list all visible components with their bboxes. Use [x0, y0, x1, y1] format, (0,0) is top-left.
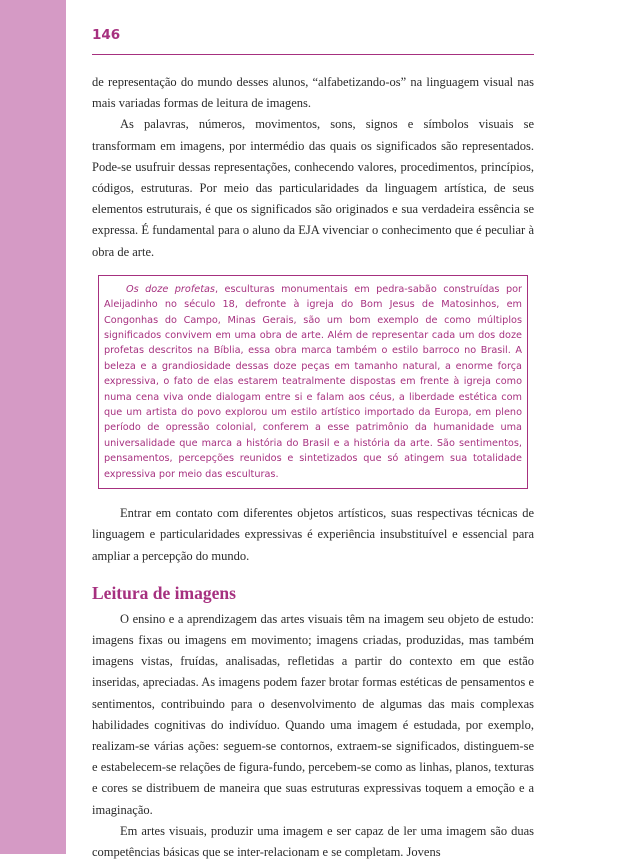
page-number: 146 — [92, 27, 121, 43]
paragraph-body: As palavras, números, movimentos, sons, signos e símbolos visuais se transformam em imagens, por intermédio das quais os significados são representados. Pode-se usufruir dessas representações, conhecendo valores, procedimentos, princípios, códigos, estruturas. Por meio das particularidades da linguagem artística, de seus elementos estruturais, é que os significados são originados e sua verdadeira essência se expressa. É fundamental para o aluno da EJA vivenciar o conhecimento que é peculiar à obra de arte. — [92, 117, 534, 259]
left-margin-band — [0, 0, 66, 854]
highlight-box — [98, 275, 528, 489]
highlight-box-body: , esculturas monumentais em pedra-sabão construídas por Aleijadinho no século 18, defronte à igreja do Bom Jesus de Matosinhos, em Congonhas do Campo, Minas Gerais, são um bom exemplo de como múltiplos significados convivem em uma obra de arte. Além de representar cada um dos doze profetas descritos na Bíblia, essa obra marca também o estilo barroco no Brasil. A beleza e a grandiosidade dessas doze peças em tamanho natural, a enorme força expressiva, o fato de elas estarem teatralmente dispostas em frente à igreja como numa cena viva onde dialogam entre si e falam aos céus, a liberdade estética com que um artista do povo explorou um estilo artístico importado da Europa, em pleno período de opressão colonial, conferem a esse patrimônio da humanidade uma universalidade que marca a história do Brasil e a história da arte. São sentimentos, pensamentos, percepções reunidos e sintetizados que só atingem sua totalidade expressiva por meio das esculturas. — [104, 283, 523, 480]
highlight-box-text — [104, 282, 522, 482]
section-heading: Leitura de imagens — [92, 582, 236, 603]
paragraph-after-box: Entrar em contato com diferentes objetos artísticos, suas respectivas técnicas de linguagem e particularidades expressivas é experiência insubstituível e essencial para ampliar a percepção do mundo. — [92, 506, 534, 563]
paragraph-continuation: de representação do mundo desses alunos, “alfabetizando-os” na linguagem visual nas mais variadas formas de leitura de imagens. — [92, 75, 534, 111]
section-paragraph: O ensino e a aprendizagem das artes visuais têm na imagem seu objeto de estudo: imagens fixas ou imagens em movimento; imagens criadas, produzidas, mas também imagens vistas, fruídas, analisadas, refletidas a partir do contexto em que estão inseridas, apreciadas. As imagens podem fazer brotar formas estéticas de pensamentos e sentimentos, contribuindo para o desenvolvimento de algumas das mais complexas habilidades cognitivas do indivíduo. Quando uma imagem é estudada, por exemplo, realizam-se várias ações: seguem-se contornos, extraem-se significados, distinguem-se e estabelecem-se relações de figura-fundo, percebem-se como as linhas, planos, texturas e cores se distribuem de maneira que suas estruturas expressivas toquem a emoção e a imaginação. — [92, 611, 534, 817]
header-rule — [92, 54, 534, 55]
section-paragraph: Em artes visuais, produzir uma imagem e ser capaz de ler uma imagem são duas competências básicas que se inter-relacionam e se completam. Jovens — [92, 823, 534, 859]
page-content — [92, 72, 534, 863]
highlight-box-italic-title: Os doze profetas — [126, 283, 215, 295]
